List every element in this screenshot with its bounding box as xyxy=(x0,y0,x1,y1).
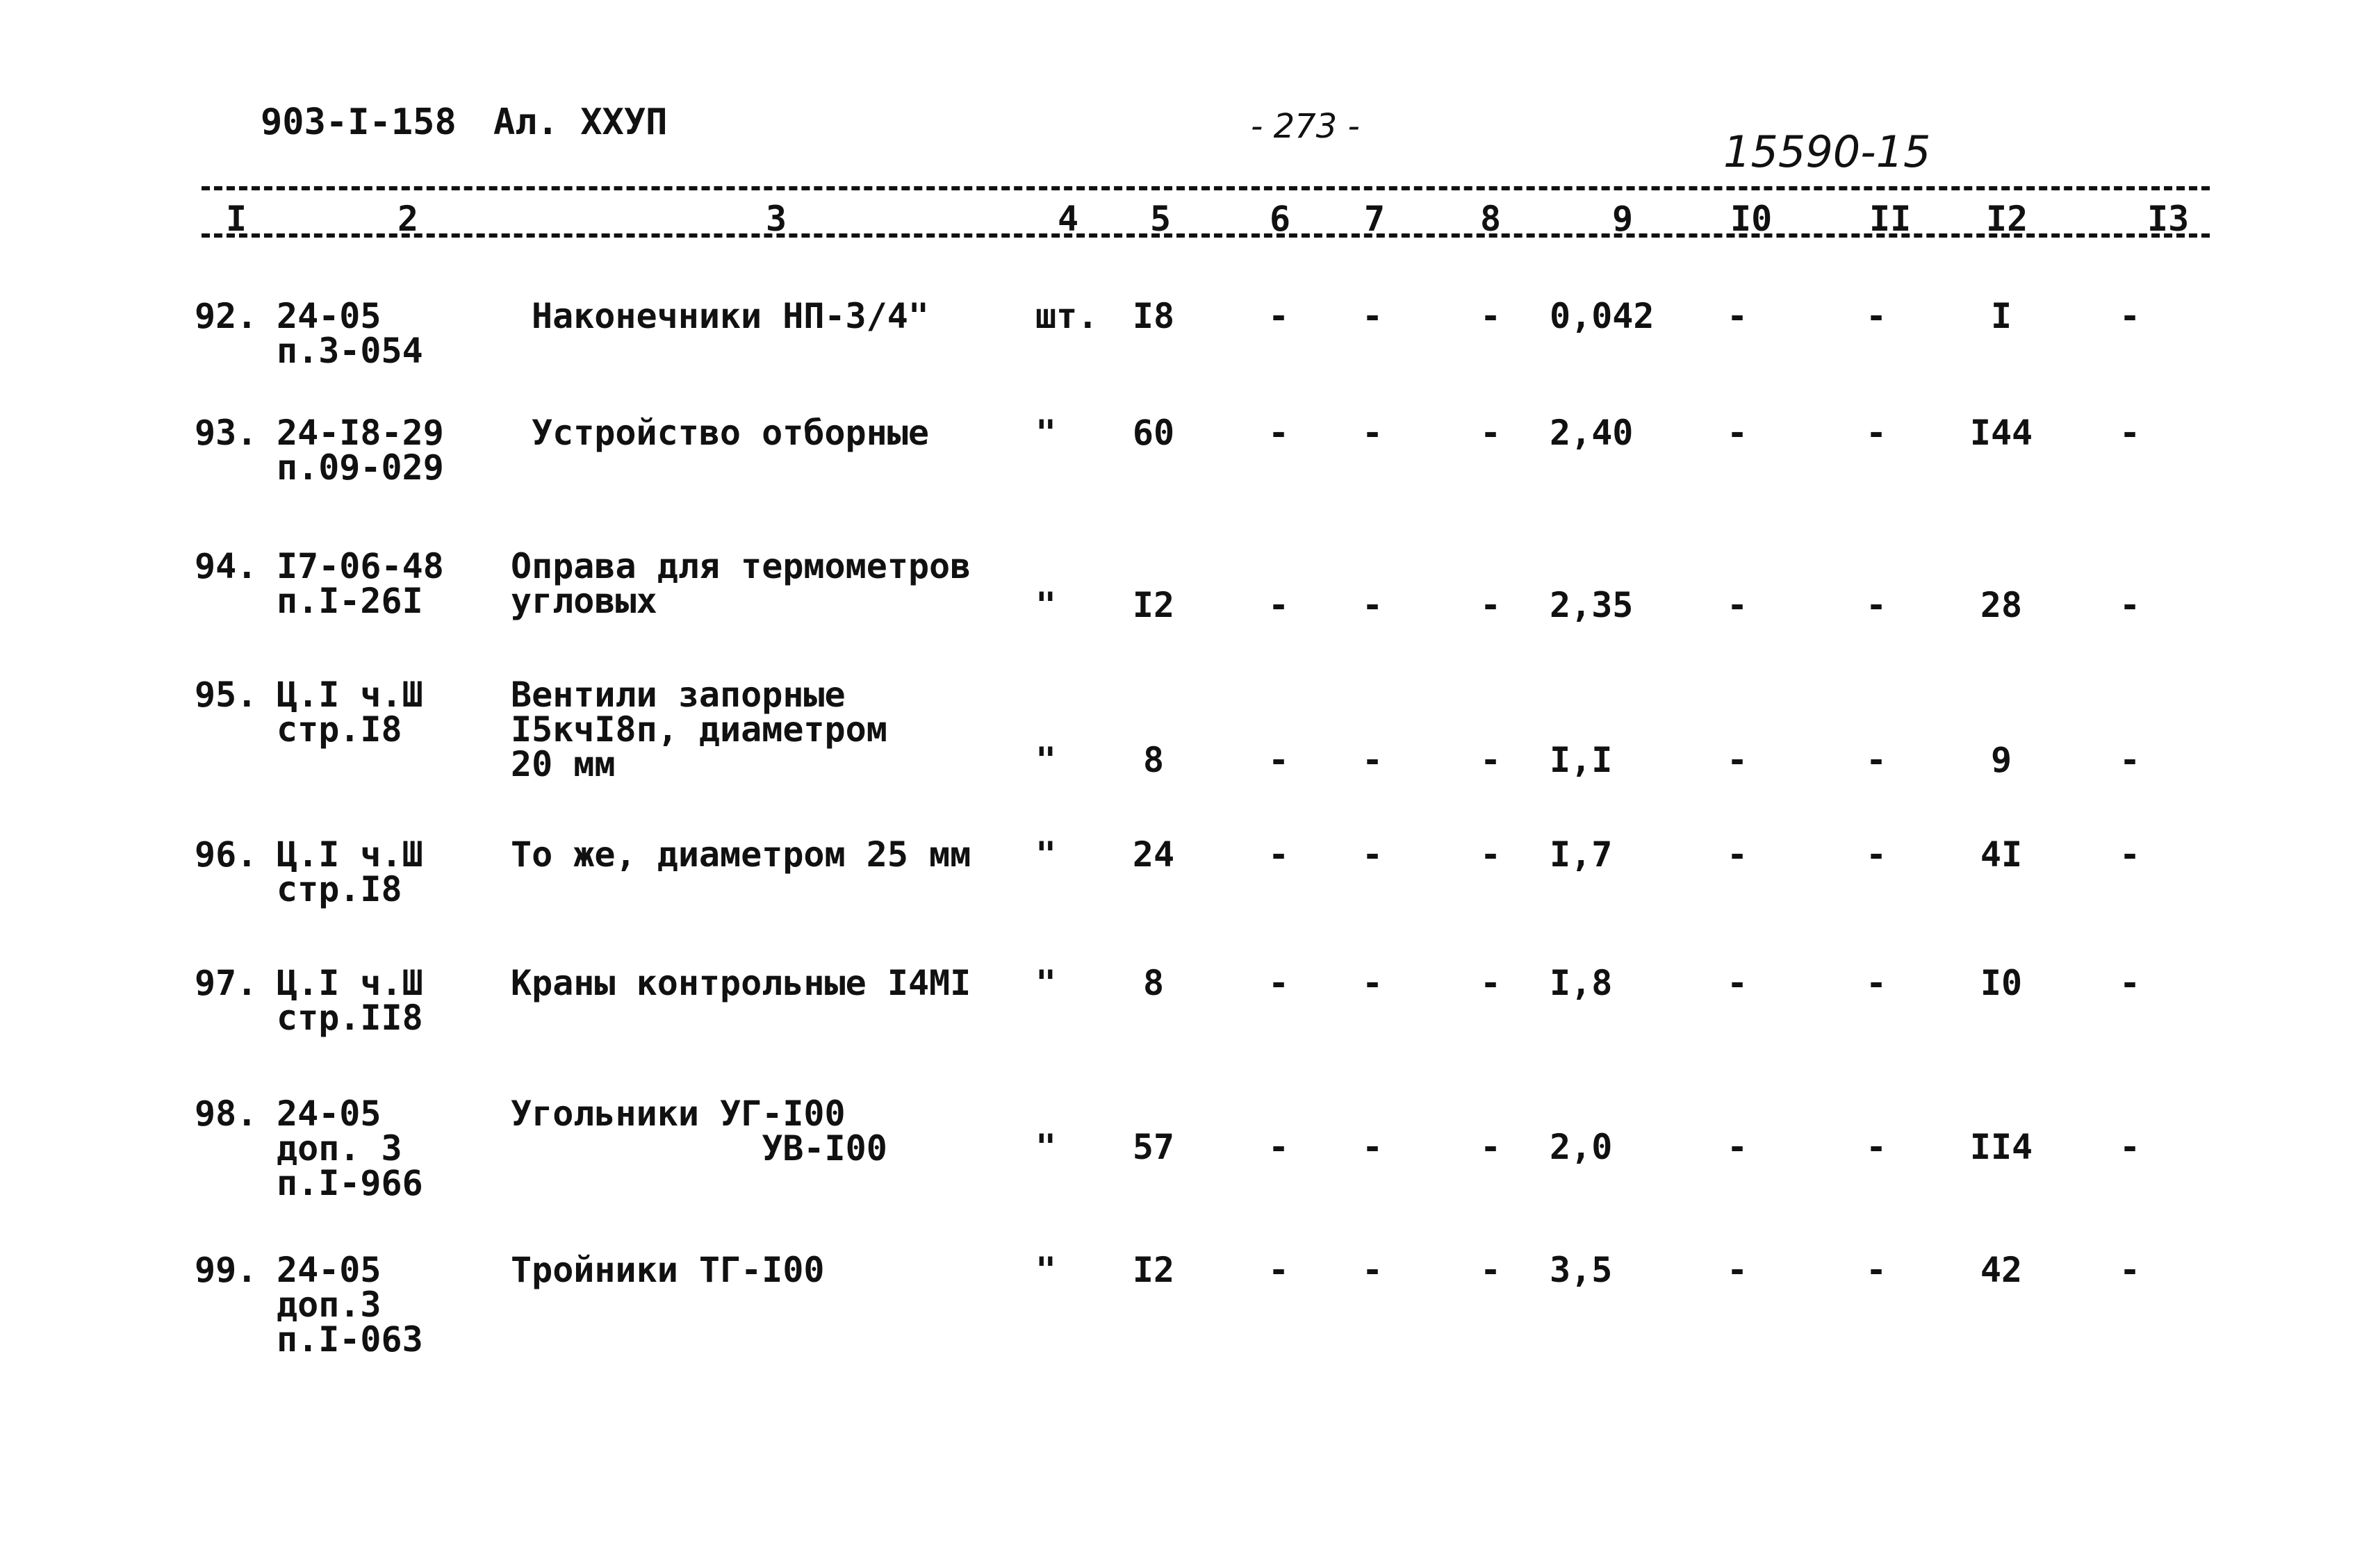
column-header: 8 xyxy=(1480,199,1502,239)
row-col-13: - xyxy=(2119,1127,2141,1167)
column-header: II xyxy=(1869,199,1912,239)
row-col-9: 0,042 xyxy=(1550,296,1655,336)
row-col-11: - xyxy=(1865,585,1887,625)
row-col-5: I2 xyxy=(1132,1250,1175,1290)
column-header: 9 xyxy=(1612,199,1634,239)
row-reference: 24-05 доп. 3 п.I-966 xyxy=(277,1094,423,1203)
row-col-13: - xyxy=(2119,585,2141,625)
row-col-8: - xyxy=(1479,1250,1502,1290)
row-unit: " xyxy=(1035,963,1057,1003)
row-col-8: - xyxy=(1479,1127,1502,1167)
row-reference: Ц.I ч.Ш стр.II8 xyxy=(277,963,423,1038)
row-unit: " xyxy=(1035,1250,1057,1290)
row-col-8: - xyxy=(1479,963,1502,1003)
row-col-5: 8 xyxy=(1142,740,1165,780)
column-header: 6 xyxy=(1270,199,1291,239)
row-col-12: I xyxy=(1990,296,2012,336)
row-col-7: - xyxy=(1361,740,1384,780)
row-col-8: - xyxy=(1479,296,1502,336)
row-col-6: - xyxy=(1267,740,1290,780)
row-number: 99. xyxy=(195,1250,258,1290)
row-col-10: - xyxy=(1726,1127,1748,1167)
row-unit: " xyxy=(1035,834,1057,875)
header-top-rule xyxy=(202,186,2210,190)
row-col-11: - xyxy=(1865,740,1887,780)
row-number: 97. xyxy=(195,963,258,1003)
row-col-7: - xyxy=(1361,1127,1384,1167)
column-header: I0 xyxy=(1730,199,1773,239)
album-label: Ал. XXУП xyxy=(493,101,668,143)
row-name: Оправа для термометров угловых xyxy=(511,546,971,621)
column-header: 5 xyxy=(1150,199,1172,239)
row-col-9: 2,0 xyxy=(1550,1127,1613,1167)
row-col-9: I,7 xyxy=(1550,834,1613,875)
row-col-6: - xyxy=(1267,1127,1290,1167)
row-reference: I7-06-48 п.I-26I xyxy=(277,546,444,621)
page-number: - 273 - xyxy=(1251,107,1360,146)
row-col-5: 57 xyxy=(1132,1127,1175,1167)
row-number: 93. xyxy=(195,413,258,453)
row-col-10: - xyxy=(1726,585,1748,625)
row-name: Тройники ТГ-I00 xyxy=(511,1250,825,1290)
column-header: 3 xyxy=(766,199,787,239)
row-reference: 24-05 п.3-054 xyxy=(277,296,423,371)
row-reference: Ц.I ч.Ш стр.I8 xyxy=(277,834,423,909)
row-col-11: - xyxy=(1865,1250,1887,1290)
row-name: Устройство отборные xyxy=(532,413,929,453)
row-col-9: 2,35 xyxy=(1550,585,1634,625)
row-col-6: - xyxy=(1267,834,1290,875)
row-col-7: - xyxy=(1361,585,1384,625)
row-col-10: - xyxy=(1726,834,1748,875)
row-number: 96. xyxy=(195,834,258,875)
row-col-9: I,8 xyxy=(1550,963,1613,1003)
column-header: 4 xyxy=(1058,199,1079,239)
row-col-6: - xyxy=(1267,963,1290,1003)
row-col-7: - xyxy=(1361,413,1384,453)
row-col-13: - xyxy=(2119,740,2141,780)
column-header: 7 xyxy=(1364,199,1386,239)
row-col-10: - xyxy=(1726,1250,1748,1290)
row-col-10: - xyxy=(1726,413,1748,453)
row-col-6: - xyxy=(1267,1250,1290,1290)
archive-stamp-number: 15590-15 xyxy=(1723,126,1931,177)
column-header: 2 xyxy=(397,199,419,239)
row-col-12: I44 xyxy=(1969,413,2033,453)
row-col-10: - xyxy=(1726,740,1748,780)
row-col-13: - xyxy=(2119,296,2141,336)
row-col-11: - xyxy=(1865,296,1887,336)
row-unit: шт. xyxy=(1035,296,1099,336)
row-col-9: 3,5 xyxy=(1550,1250,1613,1290)
row-col-10: - xyxy=(1726,296,1748,336)
row-col-11: - xyxy=(1865,1127,1887,1167)
column-header: I2 xyxy=(1986,199,2028,239)
row-unit: " xyxy=(1035,413,1057,453)
row-number: 92. xyxy=(195,296,258,336)
row-col-9: 2,40 xyxy=(1550,413,1634,453)
row-col-8: - xyxy=(1479,740,1502,780)
row-col-11: - xyxy=(1865,413,1887,453)
row-col-12: 9 xyxy=(1990,740,2012,780)
row-unit: " xyxy=(1035,585,1057,625)
row-reference: 24-05 доп.3 п.I-063 xyxy=(277,1250,423,1360)
row-col-7: - xyxy=(1361,1250,1384,1290)
row-col-11: - xyxy=(1865,834,1887,875)
row-col-12: II4 xyxy=(1969,1127,2033,1167)
row-col-8: - xyxy=(1479,413,1502,453)
row-col-5: 8 xyxy=(1142,963,1165,1003)
row-col-12: 4I xyxy=(1980,834,2023,875)
row-col-7: - xyxy=(1361,296,1384,336)
row-col-8: - xyxy=(1479,585,1502,625)
row-col-6: - xyxy=(1267,296,1290,336)
row-name: Краны контрольные I4МI xyxy=(511,963,971,1003)
row-unit: " xyxy=(1035,1127,1057,1167)
row-unit: " xyxy=(1035,740,1057,780)
row-number: 98. xyxy=(195,1094,258,1134)
row-col-7: - xyxy=(1361,963,1384,1003)
row-col-10: - xyxy=(1726,963,1748,1003)
row-col-8: - xyxy=(1479,834,1502,875)
column-header: I3 xyxy=(2147,199,2190,239)
row-name: Вентили запорные I5кчI8п, диаметром 20 мм xyxy=(511,675,887,784)
row-col-13: - xyxy=(2119,963,2141,1003)
row-col-12: 42 xyxy=(1980,1250,2023,1290)
column-header: I xyxy=(226,199,247,239)
row-col-12: 28 xyxy=(1980,585,2023,625)
row-col-7: - xyxy=(1361,834,1384,875)
row-reference: 24-I8-29 п.09-029 xyxy=(277,413,444,488)
document-code: 903-I-158 xyxy=(261,101,457,143)
row-col-5: I2 xyxy=(1132,585,1175,625)
row-col-5: 24 xyxy=(1132,834,1175,875)
row-col-6: - xyxy=(1267,585,1290,625)
row-col-13: - xyxy=(2119,413,2141,453)
row-name: Наконечники НП-3/4" xyxy=(532,296,929,336)
row-col-9: I,I xyxy=(1550,740,1613,780)
row-number: 95. xyxy=(195,675,258,715)
row-col-11: - xyxy=(1865,963,1887,1003)
row-name: То же, диаметром 25 мм xyxy=(511,834,971,875)
row-col-5: 60 xyxy=(1132,413,1175,453)
row-name: Угольники УГ-I00 УВ-I00 xyxy=(511,1094,887,1169)
row-col-13: - xyxy=(2119,834,2141,875)
row-reference: Ц.I ч.Ш стр.I8 xyxy=(277,675,423,750)
row-col-13: - xyxy=(2119,1250,2141,1290)
row-col-12: I0 xyxy=(1980,963,2023,1003)
row-col-5: I8 xyxy=(1132,296,1175,336)
row-number: 94. xyxy=(195,546,258,586)
row-col-6: - xyxy=(1267,413,1290,453)
